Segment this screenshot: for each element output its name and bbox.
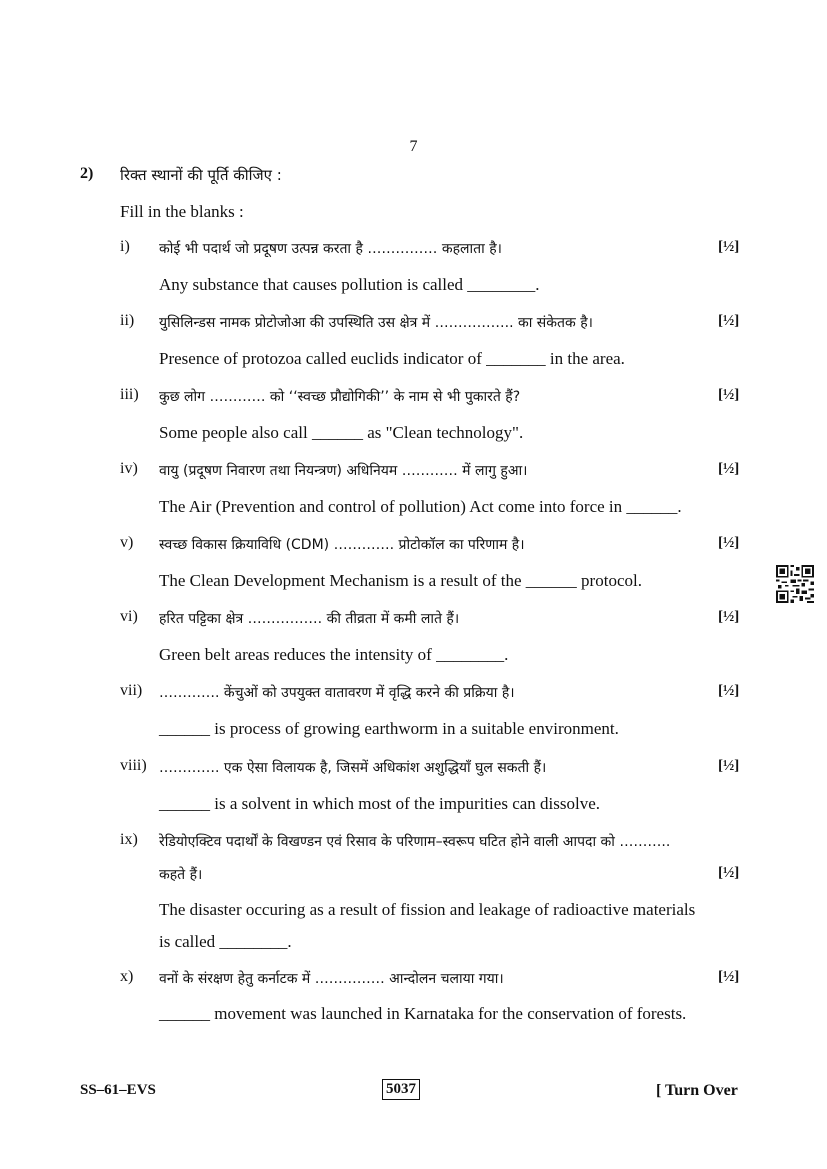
item-marks: [½]: [718, 609, 740, 625]
turn-over-label: [ Turn Over: [656, 1082, 738, 1099]
item-text-hindi: …………. केंचुओं को उपयुक्त वातावरण में वृद्धि करने की प्रक्रिया है।: [159, 685, 515, 701]
item-text-english: ______ is a solvent in which most of the impurities can dissolve.: [159, 794, 601, 813]
item-number: vii): [120, 682, 143, 699]
item-text-hindi-continued: कहते हैं।: [159, 867, 203, 883]
item-text-english: Any substance that causes pollution is called ________.: [159, 275, 540, 294]
item-text-hindi: कुछ लोग ………… को ‘‘स्वच्छ प्रौद्योगिकी’’ के नाम से भी पुकारते हैं?: [159, 389, 521, 405]
item-text-english: The disaster occuring as a result of fission and leakage of radioactive materials: [159, 900, 696, 919]
item-marks: [½]: [718, 535, 740, 551]
item-text-english: Presence of protozoa called euclids indicator of _______ in the area.: [159, 349, 625, 368]
item-number: ii): [120, 312, 135, 329]
item-text-hindi: रेडियोएक्टिव पदार्थों के विखण्डन एवं रिसाव के परिणाम–स्वरूप घटित होने वाली आपदा को ………..: [159, 834, 671, 850]
item-marks: [½]: [718, 239, 740, 255]
item-text-english-continued: is called ________.: [159, 932, 292, 951]
question-title-english: Fill in the blanks :: [120, 202, 244, 221]
page-number: 7: [409, 138, 418, 155]
item-text-english: Some people also call ______ as "Clean technology".: [159, 423, 524, 442]
item-text-hindi: युसिलिन्डस नामक प्रोटोजोआ की उपस्थिति उस क्षेत्र में …………….. का संकेतक है।: [159, 315, 593, 331]
item-text-english: The Air (Prevention and control of pollution) Act come into force in ______.: [159, 497, 682, 516]
item-text-english: ______ is process of growing earthworm in a suitable environment.: [159, 719, 619, 738]
qr-code-icon: [776, 565, 814, 603]
item-number: x): [120, 968, 134, 985]
item-text-english: Green belt areas reduces the intensity of ________.: [159, 645, 509, 664]
item-text-hindi: हरित पट्टिका क्षेत्र ……………. की तीव्रता में कमी लाते हैं।: [159, 611, 460, 627]
paper-number-box: 5037: [382, 1079, 420, 1100]
item-number: iv): [120, 460, 138, 477]
item-number: iii): [120, 386, 139, 403]
item-text-hindi: स्वच्छ विकास क्रियाविधि (CDM) …………. प्रोटोकॉल का परिणाम है।: [159, 537, 525, 553]
item-text-hindi: …………. एक ऐसा विलायक है, जिसमें अधिकांश अशुद्धियाँ घुल सकती हैं।: [159, 760, 547, 776]
item-marks: [½]: [718, 865, 740, 881]
item-number: viii): [120, 757, 147, 774]
item-number: ix): [120, 831, 138, 848]
item-marks: [½]: [718, 313, 740, 329]
item-number: i): [120, 238, 130, 255]
item-marks: [½]: [718, 461, 740, 477]
paper-code: SS–61–EVS: [80, 1082, 156, 1098]
item-number: v): [120, 534, 134, 551]
item-number: vi): [120, 608, 138, 625]
item-text-english: ______ movement was launched in Karnataka for the conservation of forests.: [159, 1004, 687, 1023]
item-marks: [½]: [718, 683, 740, 699]
item-marks: [½]: [718, 969, 740, 985]
item-marks: [½]: [718, 387, 740, 403]
item-text-hindi: वायु (प्रदूषण निवारण तथा नियन्त्रण) अधिनियम ………… में लागु हुआ।: [159, 463, 528, 479]
item-text-hindi: कोई भी पदार्थ जो प्रदूषण उत्पन्न करता है …………… कहलाता है।: [159, 241, 502, 257]
item-marks: [½]: [718, 758, 740, 774]
question-number: 2): [80, 165, 94, 182]
item-text-english: The Clean Development Mechanism is a result of the ______ protocol.: [159, 571, 642, 590]
item-text-hindi: वनों के संरक्षण हेतु कर्नाटक में …………… आन्दोलन चलाया गया।: [159, 971, 504, 987]
question-title-hindi: रिक्त स्थानों की पूर्ति कीजिए :: [120, 166, 282, 184]
